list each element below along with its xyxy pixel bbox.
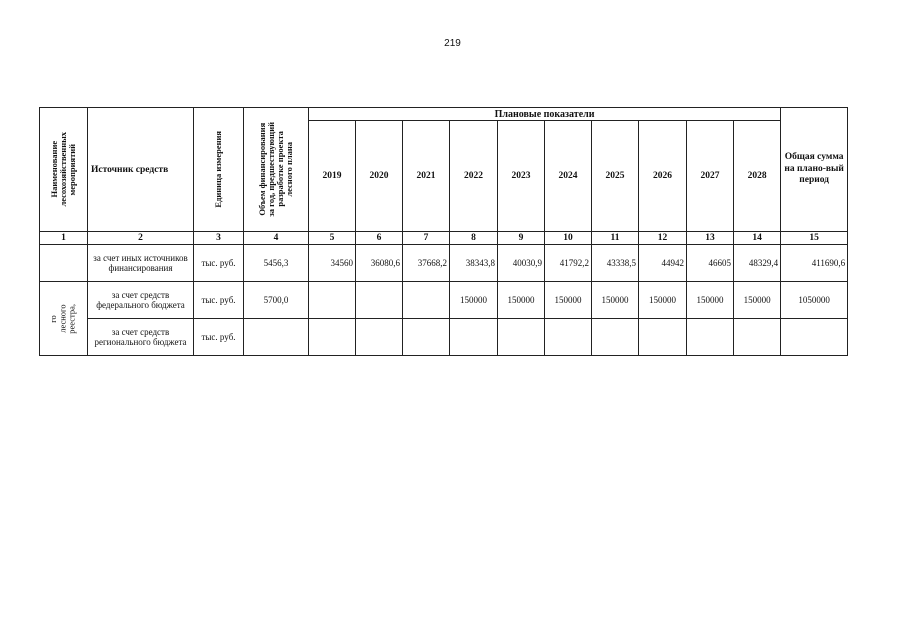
- year-value-cell: [356, 282, 403, 319]
- column-number-row: [40, 232, 848, 245]
- source-cell: за счет средств регионального бюджета: [88, 319, 194, 356]
- year-value-cell: [498, 319, 545, 356]
- unit-cell: тыс. руб.: [194, 245, 244, 282]
- header-year: 2021: [403, 121, 450, 232]
- table-row: [40, 319, 848, 356]
- header-unit: [194, 108, 244, 232]
- year-value-cell: 37668,2: [403, 245, 450, 282]
- year-value-cell: 38343,8: [450, 245, 498, 282]
- volume-cell: 5456,3: [244, 245, 309, 282]
- activity-name-merged-cell: [40, 282, 88, 356]
- column-number: 15: [781, 232, 848, 245]
- year-value-cell: [734, 319, 781, 356]
- total-cell: 411690,6: [781, 245, 848, 282]
- year-value-cell: 36080,6: [356, 245, 403, 282]
- year-value-cell: 150000: [498, 282, 545, 319]
- table-row: [40, 245, 848, 282]
- year-value-cell: [592, 319, 639, 356]
- header-total: Общая сумма на плано-вый период: [781, 108, 848, 232]
- column-number: 10: [545, 232, 592, 245]
- total-cell: 1050000: [781, 282, 848, 319]
- source-cell: за счет иных источников финансирования: [88, 245, 194, 282]
- financing-table-wrapper: [39, 107, 847, 356]
- year-value-cell: [687, 319, 734, 356]
- header-year: 2023: [498, 121, 545, 232]
- year-value-cell: [309, 319, 356, 356]
- financing-table: [39, 107, 848, 356]
- column-number: 4: [244, 232, 309, 245]
- activity-name-fragment: го лесного реестра,: [48, 303, 78, 334]
- year-value-cell: 150000: [545, 282, 592, 319]
- unit-cell: тыс. руб.: [194, 319, 244, 356]
- year-value-cell: 43338,5: [592, 245, 639, 282]
- year-value-cell: 48329,4: [734, 245, 781, 282]
- column-number: 13: [687, 232, 734, 245]
- year-value-cell: 44942: [639, 245, 687, 282]
- table-row: [40, 282, 848, 319]
- column-number: 12: [639, 232, 687, 245]
- column-number: 1: [40, 232, 88, 245]
- year-value-cell: [356, 319, 403, 356]
- year-value-cell: 150000: [592, 282, 639, 319]
- column-number: 11: [592, 232, 639, 245]
- header-unit-text: Единица измерения: [213, 131, 224, 208]
- column-number: 3: [194, 232, 244, 245]
- activity-name-cell: [40, 245, 88, 282]
- header-activity-name: [40, 108, 88, 232]
- year-value-cell: 40030,9: [498, 245, 545, 282]
- header-year: 2026: [639, 121, 687, 232]
- header-planned: Плановые показатели: [309, 108, 781, 121]
- header-activity-name-text: Наименование лесохозяйственных мероприятий: [49, 132, 77, 207]
- column-number: 7: [403, 232, 450, 245]
- year-value-cell: [450, 319, 498, 356]
- header-volume-text: Объем финансирования за год, предшествующий разработке проекта лесного плана: [257, 122, 294, 217]
- page-number: 219: [444, 38, 461, 49]
- header-year: 2019: [309, 121, 356, 232]
- header-year: 2024: [545, 121, 592, 232]
- header-year: 2022: [450, 121, 498, 232]
- year-value-cell: 34560: [309, 245, 356, 282]
- year-value-cell: [403, 282, 450, 319]
- year-value-cell: 150000: [734, 282, 781, 319]
- year-value-cell: 150000: [687, 282, 734, 319]
- year-value-cell: 46605: [687, 245, 734, 282]
- year-value-cell: [639, 319, 687, 356]
- header-volume: [244, 108, 309, 232]
- total-cell: [781, 319, 848, 356]
- column-number: 2: [88, 232, 194, 245]
- header-year: 2020: [356, 121, 403, 232]
- column-number: 9: [498, 232, 545, 245]
- year-value-cell: 150000: [639, 282, 687, 319]
- column-number: 14: [734, 232, 781, 245]
- source-cell: за счет средств федерального бюджета: [88, 282, 194, 319]
- year-value-cell: 41792,2: [545, 245, 592, 282]
- volume-cell: [244, 319, 309, 356]
- column-number: 5: [309, 232, 356, 245]
- column-number: 8: [450, 232, 498, 245]
- year-value-cell: [545, 319, 592, 356]
- year-value-cell: [403, 319, 450, 356]
- volume-cell: 5700,0: [244, 282, 309, 319]
- year-value-cell: 150000: [450, 282, 498, 319]
- header-year: 2027: [687, 121, 734, 232]
- header-year: 2028: [734, 121, 781, 232]
- unit-cell: тыс. руб.: [194, 282, 244, 319]
- header-source: Источник средств: [88, 108, 194, 232]
- year-value-cell: [309, 282, 356, 319]
- header-year: 2025: [592, 121, 639, 232]
- column-number: 6: [356, 232, 403, 245]
